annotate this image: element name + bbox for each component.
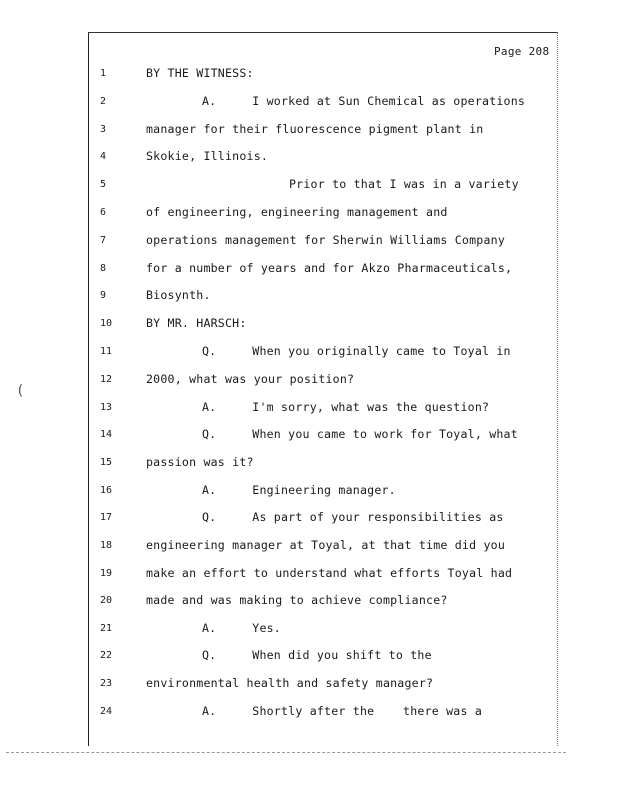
line-number: 10 xyxy=(100,318,113,329)
line-number: 21 xyxy=(100,623,113,634)
line-text: Q. As part of your responsibilities as xyxy=(202,510,504,524)
line-number: 12 xyxy=(100,374,113,385)
line-number: 1 xyxy=(100,68,107,79)
transcript-line xyxy=(0,704,618,720)
transcript-line xyxy=(0,621,618,637)
transcript-line xyxy=(0,233,618,249)
page-bottom-rule xyxy=(6,752,566,753)
line-number: 6 xyxy=(100,207,107,218)
line-text: Skokie, Illinois. xyxy=(146,149,269,163)
line-number: 13 xyxy=(100,402,113,413)
line-text: BY MR. HARSCH: xyxy=(146,316,247,330)
line-text: A. Engineering manager. xyxy=(202,483,396,497)
line-text: operations management for Sherwin Williams Company xyxy=(146,233,506,247)
transcript-line xyxy=(0,427,618,443)
transcript-line xyxy=(0,455,618,471)
line-number: 9 xyxy=(100,290,107,301)
line-number: 14 xyxy=(100,429,113,440)
line-text: engineering manager at Toyal, at that time did you xyxy=(146,538,506,552)
page-number: Page 208 xyxy=(494,45,550,58)
transcript-line xyxy=(0,149,618,165)
line-number: 19 xyxy=(100,568,113,579)
transcript-line xyxy=(0,676,618,692)
line-text: BY THE WITNESS: xyxy=(146,66,254,80)
line-number: 2 xyxy=(100,96,107,107)
line-text: Q. When did you shift to the xyxy=(202,648,432,662)
transcript-line xyxy=(0,205,618,221)
line-text: A. Yes. xyxy=(202,621,281,635)
line-number: 5 xyxy=(100,179,107,190)
line-number: 18 xyxy=(100,540,113,551)
line-number: 16 xyxy=(100,485,113,496)
line-text: Q. When you originally came to Toyal in xyxy=(202,344,511,358)
transcript-line xyxy=(0,400,618,416)
line-text: environmental health and safety manager? xyxy=(146,676,434,690)
margin-mark: ( xyxy=(16,383,25,399)
transcript-line xyxy=(0,648,618,664)
line-text: passion was it? xyxy=(146,455,254,469)
transcript-line xyxy=(0,66,618,82)
transcript-line xyxy=(0,483,618,499)
line-number: 15 xyxy=(100,457,113,468)
line-text: Prior to that I was in a variety xyxy=(289,177,519,191)
transcript-line xyxy=(0,538,618,554)
line-text: make an effort to understand what efforts Toyal had xyxy=(146,566,513,580)
line-number: 8 xyxy=(100,263,107,274)
line-number: 20 xyxy=(100,595,113,606)
line-text: for a number of years and for Akzo Pharmaceuticals, xyxy=(146,261,513,275)
line-text: 2000, what was your position? xyxy=(146,372,355,386)
line-number: 23 xyxy=(100,678,113,689)
line-text: made and was making to achieve compliance? xyxy=(146,593,448,607)
line-text: A. I worked at Sun Chemical as operations xyxy=(202,94,526,108)
transcript-line xyxy=(0,372,618,388)
transcript-line xyxy=(0,344,618,360)
line-text: manager for their fluorescence pigment plant in xyxy=(146,122,484,136)
transcript-line xyxy=(0,510,618,526)
transcript-line xyxy=(0,593,618,609)
transcript-page-frame xyxy=(88,32,558,746)
transcript-line xyxy=(0,261,618,277)
transcript-line xyxy=(0,316,618,332)
line-number: 11 xyxy=(100,346,113,357)
transcript-line xyxy=(0,122,618,138)
line-text: A. Shortly after the there was a xyxy=(202,704,483,718)
line-text: A. I'm sorry, what was the question? xyxy=(202,400,490,414)
line-text: Q. When you came to work for Toyal, what xyxy=(202,427,518,441)
transcript-line xyxy=(0,566,618,582)
line-text: Biosynth. xyxy=(146,288,211,302)
transcript-line xyxy=(0,177,618,193)
transcript-line xyxy=(0,288,618,304)
line-number: 4 xyxy=(100,151,107,162)
line-text: of engineering, engineering management and xyxy=(146,205,448,219)
line-number: 24 xyxy=(100,706,113,717)
line-number: 3 xyxy=(100,124,107,135)
transcript-line xyxy=(0,94,618,110)
line-number: 7 xyxy=(100,235,107,246)
line-number: 22 xyxy=(100,650,113,661)
line-number: 17 xyxy=(100,512,113,523)
